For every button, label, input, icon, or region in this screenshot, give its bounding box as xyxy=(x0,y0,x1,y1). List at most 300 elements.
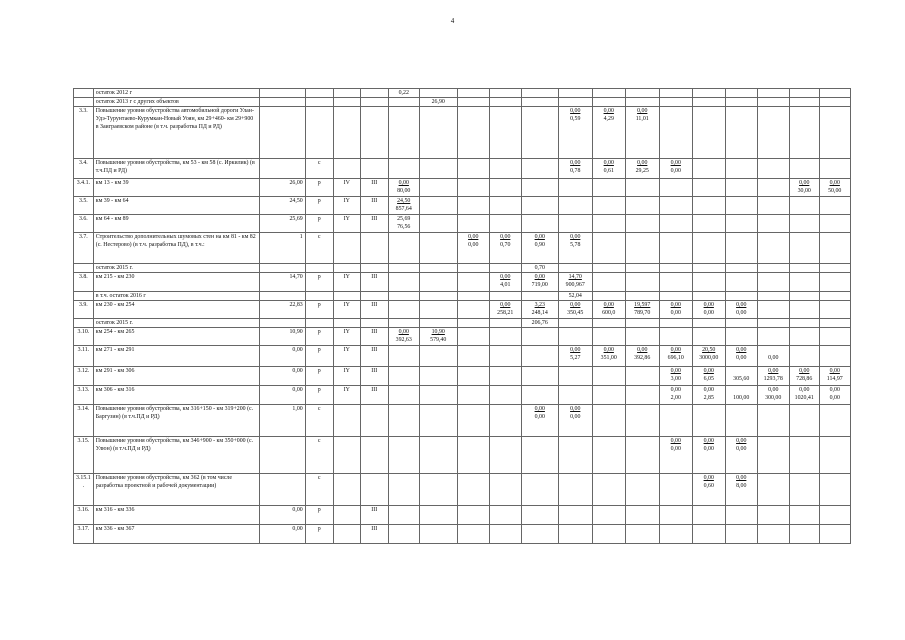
value-cell xyxy=(659,525,692,544)
value-bottom: 5,78 xyxy=(570,242,581,248)
row-stage: III xyxy=(360,215,388,233)
value-bottom: 0,00 xyxy=(703,446,714,452)
value-bottom: 258,21 xyxy=(497,310,514,316)
value-cell xyxy=(757,525,789,544)
value-cell xyxy=(625,179,659,197)
row-name: Повышение уровня обустройства, км 53 - км 58 (с. Иркилик) (в т.ч.ПД и РД) xyxy=(93,159,259,179)
value-cell xyxy=(489,506,521,525)
value-top: 26,90 xyxy=(431,99,445,105)
value-bottom: 5,27 xyxy=(570,355,581,361)
value-cell xyxy=(521,98,558,107)
value-cell xyxy=(659,215,692,233)
value-cell xyxy=(725,346,757,367)
value-top: 0,00 xyxy=(670,438,681,444)
value-top: 0,00 xyxy=(398,180,409,186)
value-cell xyxy=(388,301,419,319)
row-type: р xyxy=(305,179,333,197)
row-name: км 64 - км 89 xyxy=(93,215,259,233)
row-number: 3.14. xyxy=(74,405,94,437)
value-top: 0,00 xyxy=(829,387,840,393)
row-name: км 336 - км 367 xyxy=(93,525,259,544)
value-cell xyxy=(457,328,489,346)
value-cell xyxy=(659,328,692,346)
value-cell xyxy=(625,159,659,179)
value-cell xyxy=(489,319,521,328)
value-cell xyxy=(521,328,558,346)
value-cell xyxy=(789,386,819,405)
value-cell xyxy=(521,197,558,215)
value-top: 0,00 xyxy=(570,302,581,308)
value-cell xyxy=(625,346,659,367)
table-row xyxy=(74,159,851,179)
row-length: 10,90 xyxy=(259,328,305,346)
value-cell xyxy=(757,474,789,506)
value-bottom: 0,00 xyxy=(670,168,681,174)
value-cell xyxy=(757,89,789,98)
row-stage xyxy=(360,474,388,506)
value-cell xyxy=(757,98,789,107)
value-top: 0,00 xyxy=(570,347,581,353)
row-name: км 39 - км 64 xyxy=(93,197,259,215)
value-cell xyxy=(558,506,592,525)
value-top: 14,70 xyxy=(568,274,582,280)
value-cell xyxy=(625,386,659,405)
row-category: IY xyxy=(333,328,360,346)
value-top: 0,00 xyxy=(398,329,409,335)
value-cell xyxy=(659,474,692,506)
value-bottom: 728,86 xyxy=(796,376,813,382)
value-cell xyxy=(819,215,850,233)
value-top: 0,00 xyxy=(534,274,545,280)
value-cell xyxy=(725,301,757,319)
row-stage: III xyxy=(360,328,388,346)
table-row xyxy=(74,215,851,233)
value-top: 0,00 xyxy=(603,347,614,353)
row-category: IY xyxy=(333,273,360,292)
value-top: 24,50 xyxy=(397,198,411,204)
table-row xyxy=(74,197,851,215)
value-cell xyxy=(388,405,419,437)
row-length xyxy=(259,292,305,301)
row-category xyxy=(333,525,360,544)
value-bottom: 0,60 xyxy=(703,483,714,489)
value-cell xyxy=(489,233,521,264)
row-number: 3.9. xyxy=(74,301,94,319)
row-length xyxy=(259,98,305,107)
value-bottom: 30,00 xyxy=(797,188,811,194)
row-name: км 13 - км 39 xyxy=(93,179,259,197)
value-top xyxy=(728,386,755,394)
value-cell xyxy=(757,367,789,386)
value-bottom: 0,00 xyxy=(736,355,747,361)
row-number: 3.15.1 . xyxy=(74,474,94,506)
value-top: 0,00 xyxy=(670,387,681,393)
value-cell xyxy=(692,346,725,367)
row-category: IY xyxy=(333,346,360,367)
value-bottom: 4,01 xyxy=(500,282,511,288)
value-cell xyxy=(419,292,457,301)
row-type: р xyxy=(305,215,333,233)
value-cell xyxy=(625,405,659,437)
value-cell xyxy=(757,159,789,179)
value-bottom: 0,00 xyxy=(736,446,747,452)
value-bottom: 0,00 xyxy=(736,310,747,316)
table-row xyxy=(74,107,851,159)
value-cell xyxy=(659,273,692,292)
value-cell xyxy=(725,437,757,474)
value-cell xyxy=(692,292,725,301)
row-number: 3.5. xyxy=(74,197,94,215)
value-cell xyxy=(725,367,757,386)
value-cell xyxy=(659,367,692,386)
value-cell xyxy=(819,233,850,264)
value-cell xyxy=(625,301,659,319)
value-cell xyxy=(592,319,625,328)
value-bottom: 1020,41 xyxy=(794,395,814,401)
table-row xyxy=(74,386,851,405)
value-bottom: 579,40 xyxy=(430,337,447,343)
value-top: 0,00 xyxy=(670,302,681,308)
row-length: 26,00 xyxy=(259,179,305,197)
value-cell xyxy=(521,437,558,474)
value-cell xyxy=(789,273,819,292)
value-cell xyxy=(388,292,419,301)
value-cell xyxy=(819,179,850,197)
table-row xyxy=(74,98,851,107)
value-cell xyxy=(625,264,659,273)
value-cell xyxy=(388,264,419,273)
row-category xyxy=(333,98,360,107)
value-bottom: 0,00 xyxy=(670,446,681,452)
page-number: 4 xyxy=(450,17,455,25)
table-row xyxy=(74,525,851,544)
value-cell xyxy=(489,273,521,292)
table-row xyxy=(74,328,851,346)
row-length xyxy=(259,474,305,506)
table-row xyxy=(74,405,851,437)
value-cell xyxy=(592,107,625,159)
value-cell xyxy=(558,107,592,159)
value-cell xyxy=(659,107,692,159)
value-cell xyxy=(388,346,419,367)
row-category xyxy=(333,319,360,328)
row-category xyxy=(333,89,360,98)
row-type xyxy=(305,264,333,273)
value-cell xyxy=(521,525,558,544)
value-cell xyxy=(419,367,457,386)
value-cell xyxy=(725,159,757,179)
value-cell xyxy=(419,319,457,328)
value-cell xyxy=(819,319,850,328)
row-stage xyxy=(360,319,388,328)
value-cell xyxy=(692,405,725,437)
value-top: 52,04 xyxy=(568,293,582,299)
value-top xyxy=(760,346,787,354)
row-number: 3.13. xyxy=(74,386,94,405)
row-name: Строительство дополнительных шумовых стен на км 81 - км 82 (с. Нестерово) (в т.ч. разработка ПД), в т.ч.: xyxy=(93,233,259,264)
row-name: Повышение уровня обустройства, км 362 (в том числе разработка проектной и рабочей документации) xyxy=(93,474,259,506)
value-cell xyxy=(457,386,489,405)
value-cell xyxy=(489,159,521,179)
value-cell xyxy=(419,474,457,506)
value-cell xyxy=(521,319,558,328)
value-cell xyxy=(757,264,789,273)
value-top: 0,00 xyxy=(736,302,747,308)
value-top: 0,00 xyxy=(703,438,714,444)
value-cell xyxy=(489,301,521,319)
value-cell xyxy=(457,264,489,273)
value-top: 0,22 xyxy=(398,90,409,96)
row-number: 3.15. xyxy=(74,437,94,474)
row-length: 25,69 xyxy=(259,215,305,233)
value-cell xyxy=(659,264,692,273)
table-row xyxy=(74,506,851,525)
value-cell xyxy=(558,159,592,179)
value-cell xyxy=(489,107,521,159)
value-cell xyxy=(489,437,521,474)
value-cell xyxy=(457,437,489,474)
row-number xyxy=(74,98,94,107)
table-row xyxy=(74,273,851,292)
value-bottom: 2,85 xyxy=(703,395,714,401)
row-name: км 230 - км 254 xyxy=(93,301,259,319)
value-cell xyxy=(592,328,625,346)
value-cell xyxy=(388,525,419,544)
row-category xyxy=(333,107,360,159)
value-cell xyxy=(692,264,725,273)
value-cell xyxy=(558,328,592,346)
value-cell xyxy=(457,98,489,107)
row-category: IY xyxy=(333,197,360,215)
value-cell xyxy=(521,506,558,525)
value-cell xyxy=(789,346,819,367)
value-cell xyxy=(388,367,419,386)
value-cell xyxy=(625,319,659,328)
value-cell xyxy=(659,233,692,264)
financing-table xyxy=(73,88,851,544)
table-row xyxy=(74,264,851,273)
value-top: 0,00 xyxy=(829,180,840,186)
row-name: км 215 - км 230 xyxy=(93,273,259,292)
value-bottom: 600,0 xyxy=(602,310,616,316)
value-cell xyxy=(419,405,457,437)
value-cell xyxy=(489,367,521,386)
value-cell xyxy=(789,525,819,544)
value-top: 0,00 xyxy=(799,368,810,374)
value-cell xyxy=(521,233,558,264)
value-bottom: 0,00 xyxy=(570,414,581,420)
value-cell xyxy=(419,525,457,544)
value-cell xyxy=(692,437,725,474)
value-cell xyxy=(725,319,757,328)
value-cell xyxy=(592,386,625,405)
value-cell xyxy=(489,89,521,98)
value-cell xyxy=(725,525,757,544)
value-cell xyxy=(789,405,819,437)
row-type: р xyxy=(305,346,333,367)
value-cell xyxy=(692,215,725,233)
value-cell xyxy=(757,197,789,215)
value-cell xyxy=(558,301,592,319)
value-top: 0,00 xyxy=(703,368,714,374)
value-cell xyxy=(457,405,489,437)
value-top: 0,00 xyxy=(603,108,614,114)
value-cell xyxy=(457,197,489,215)
value-bottom: 0,00 xyxy=(768,355,779,361)
value-bottom: 100,00 xyxy=(733,395,750,401)
value-cell xyxy=(659,292,692,301)
row-stage xyxy=(360,107,388,159)
row-number xyxy=(74,319,94,328)
value-cell xyxy=(419,107,457,159)
value-cell xyxy=(419,301,457,319)
value-top: 0,00 xyxy=(703,302,714,308)
value-bottom: 2,00 xyxy=(670,395,681,401)
row-number: 3.3. xyxy=(74,107,94,159)
value-bottom: 11,01 xyxy=(635,116,649,122)
row-length xyxy=(259,437,305,474)
value-cell xyxy=(789,367,819,386)
value-cell xyxy=(819,273,850,292)
value-bottom: 0,00 xyxy=(703,310,714,316)
value-cell xyxy=(592,89,625,98)
value-cell xyxy=(457,159,489,179)
value-cell xyxy=(457,346,489,367)
value-cell xyxy=(419,233,457,264)
value-cell xyxy=(521,264,558,273)
value-cell xyxy=(558,179,592,197)
value-cell xyxy=(625,367,659,386)
value-cell xyxy=(725,386,757,405)
row-name: остаток 2015 г. xyxy=(93,264,259,273)
value-cell xyxy=(659,159,692,179)
row-name: остаток 2015 г. xyxy=(93,319,259,328)
value-cell xyxy=(692,525,725,544)
value-cell xyxy=(692,328,725,346)
row-type: с xyxy=(305,159,333,179)
value-bottom: 6,05 xyxy=(703,376,714,382)
value-cell xyxy=(692,506,725,525)
value-cell xyxy=(558,525,592,544)
value-bottom: 857,64 xyxy=(395,206,412,212)
row-type xyxy=(305,319,333,328)
value-cell xyxy=(819,264,850,273)
value-cell xyxy=(592,506,625,525)
value-cell xyxy=(558,367,592,386)
value-cell xyxy=(521,474,558,506)
value-top: 19,597 xyxy=(634,302,651,308)
value-cell xyxy=(789,98,819,107)
value-cell xyxy=(757,328,789,346)
value-cell xyxy=(419,89,457,98)
value-cell xyxy=(725,474,757,506)
row-length: 24,50 xyxy=(259,197,305,215)
row-name: Повышение уровня обустройства, км 346+900 - км 350+000 (с. Улюн) (в т.ч.ПД и РД) xyxy=(93,437,259,474)
row-category xyxy=(333,159,360,179)
value-cell xyxy=(521,346,558,367)
value-top: 0,00 xyxy=(670,347,681,353)
value-cell xyxy=(819,525,850,544)
row-length: 0,00 xyxy=(259,506,305,525)
value-bottom: 8,00 xyxy=(736,483,747,489)
value-cell xyxy=(692,301,725,319)
value-cell xyxy=(558,474,592,506)
value-bottom: 719,00 xyxy=(531,282,548,288)
value-cell xyxy=(419,159,457,179)
value-top: 10,90 xyxy=(431,329,445,335)
value-cell xyxy=(789,197,819,215)
value-cell xyxy=(419,328,457,346)
row-type: р xyxy=(305,273,333,292)
value-cell xyxy=(692,197,725,215)
row-stage xyxy=(360,159,388,179)
value-top: 25,69 xyxy=(397,216,411,222)
value-bottom: 351,00 xyxy=(600,355,617,361)
value-cell xyxy=(659,346,692,367)
value-cell xyxy=(388,328,419,346)
value-cell xyxy=(692,98,725,107)
value-cell xyxy=(592,437,625,474)
value-cell xyxy=(692,233,725,264)
value-top: 0,00 xyxy=(500,274,511,280)
value-cell xyxy=(558,273,592,292)
row-stage: III xyxy=(360,179,388,197)
table-row xyxy=(74,346,851,367)
value-top: 0,00 xyxy=(603,302,614,308)
value-top: 0,00 xyxy=(768,387,779,393)
value-cell xyxy=(388,179,419,197)
value-cell xyxy=(757,346,789,367)
value-cell xyxy=(419,179,457,197)
value-cell xyxy=(789,264,819,273)
value-cell xyxy=(489,292,521,301)
value-cell xyxy=(819,89,850,98)
value-bottom: 3000,00 xyxy=(699,355,719,361)
value-bottom: 4,29 xyxy=(603,116,614,122)
row-name: км 271 - км 291 xyxy=(93,346,259,367)
value-top: 206,76 xyxy=(531,320,548,326)
value-cell xyxy=(558,437,592,474)
value-cell xyxy=(419,215,457,233)
value-cell xyxy=(725,506,757,525)
value-cell xyxy=(457,474,489,506)
value-cell xyxy=(659,301,692,319)
value-cell xyxy=(625,233,659,264)
row-type: с xyxy=(305,474,333,506)
value-cell xyxy=(489,179,521,197)
row-stage xyxy=(360,437,388,474)
row-type: р xyxy=(305,525,333,544)
row-type xyxy=(305,292,333,301)
value-cell xyxy=(659,319,692,328)
value-cell xyxy=(819,386,850,405)
value-cell xyxy=(625,89,659,98)
row-type xyxy=(305,107,333,159)
value-bottom: 350,45 xyxy=(567,310,584,316)
row-number: 3.12. xyxy=(74,367,94,386)
row-name: км 306 - км 316 xyxy=(93,386,259,405)
value-bottom: 696,10 xyxy=(667,355,684,361)
value-bottom: 900,967 xyxy=(565,282,585,288)
value-cell xyxy=(819,98,850,107)
row-stage xyxy=(360,98,388,107)
value-cell xyxy=(489,405,521,437)
value-top: 0,00 xyxy=(570,234,581,240)
row-name: км 291 - км 306 xyxy=(93,367,259,386)
value-cell xyxy=(757,405,789,437)
value-cell xyxy=(558,215,592,233)
value-cell xyxy=(789,328,819,346)
